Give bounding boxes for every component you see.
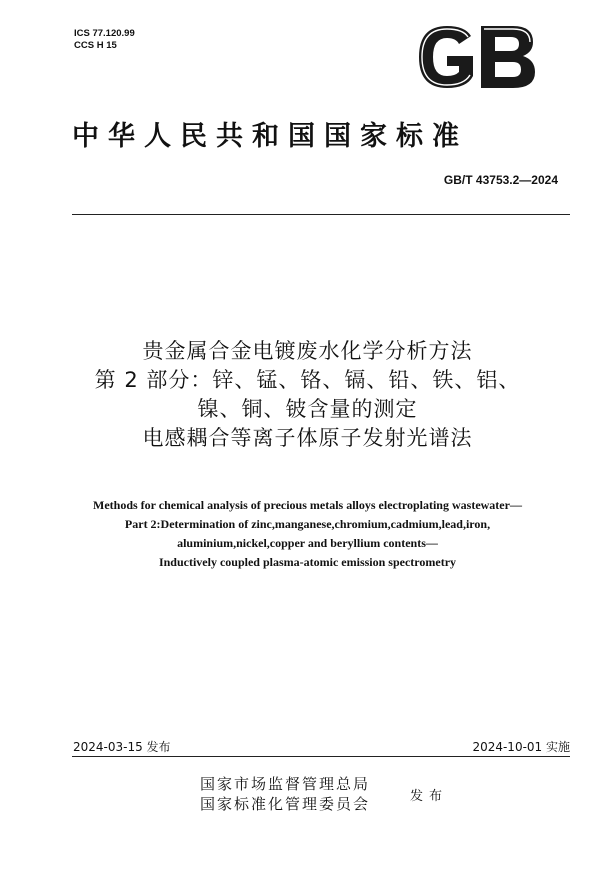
classification-codes	[74, 28, 135, 52]
english-title-line: aluminium,nickel,copper and beryllium contents—	[177, 536, 438, 550]
footer-divider	[72, 756, 570, 757]
ccs-code: CCS H 15	[74, 40, 117, 51]
chinese-title-line: 第 2 部分：锌、锰、铬、镉、铅、铁、铝、	[94, 368, 521, 392]
gb-logo	[413, 22, 539, 92]
issuing-authorities	[200, 774, 370, 814]
english-title-line: Methods for chemical analysis of precious metals alloys electroplating wastewater—	[93, 498, 522, 512]
english-title	[0, 496, 615, 572]
publish-label: 发布	[410, 789, 449, 804]
implementation-date: 2024-10-01 实施	[472, 740, 570, 754]
english-title-line: Inductively coupled plasma-atomic emission spectrometry	[158, 555, 457, 569]
chinese-title-line: 贵金属合金电镀废水化学分析方法	[142, 339, 473, 363]
standard-number: GB/T 43753.2—2024	[443, 173, 558, 187]
gb-logo-text: GB	[413, 22, 415, 23]
national-standard-title: 中华人民共和国国家标准	[72, 121, 468, 152]
english-title-line: Part 2:Determination of zinc,manganese,chromium,cadmium,lead,iron,	[124, 517, 491, 531]
issuer-name: 国家标准化管理委员会	[200, 795, 371, 813]
issuer-name: 国家市场监督管理总局	[200, 775, 371, 793]
chinese-title-line: 电感耦合等离子体原子发射光谱法	[142, 426, 473, 450]
header-divider	[72, 214, 570, 215]
issue-date: 2024-03-15 发布	[73, 740, 171, 754]
chinese-title	[0, 337, 615, 453]
ics-code: ICS 77.120.99	[74, 28, 135, 39]
chinese-title-line: 镍、铜、铍含量的测定	[197, 397, 418, 421]
